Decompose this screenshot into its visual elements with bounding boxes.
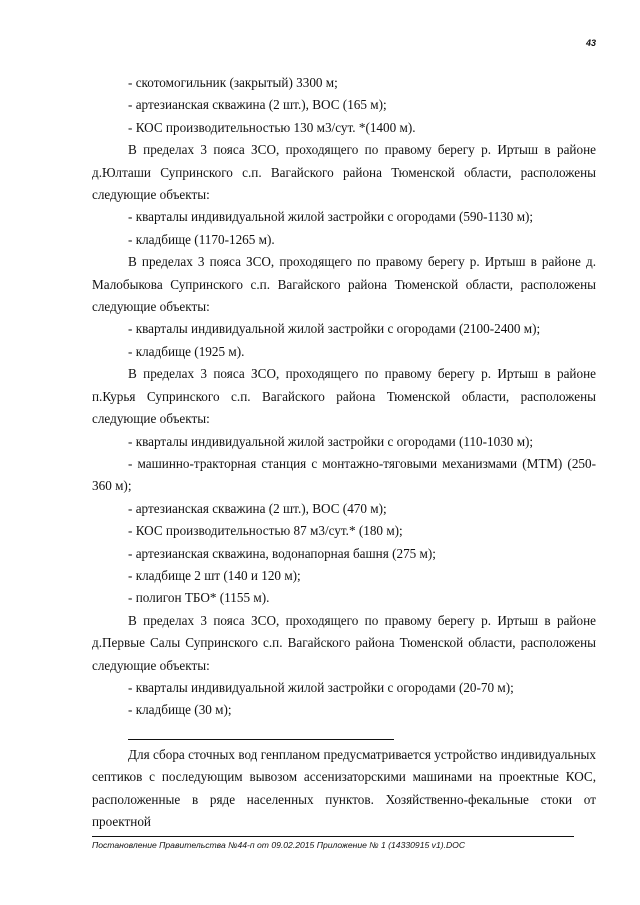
document-footer: Постановление Правительства №44-п от 09.02.2015 Приложение № 1 (14330915 v1).DOC: [92, 840, 466, 850]
list-item: - кварталы индивидуальной жилой застройки с огородами (590-1130 м);: [128, 209, 534, 225]
list-item: - кладбище (30 м);: [128, 702, 232, 718]
document-body: [92, 72, 596, 722]
paragraph: В пределах 3 пояса ЗСО, проходящего по правому берегу р. Иртыш в районе д. Малобыкова Супринского с.п. Вагайского района Тюменской области, расположены следующие объекты:: [92, 254, 596, 315]
paragraph: В пределах 3 пояса ЗСО, проходящего по правому берегу р. Иртыш в районе п.Курья Супринского с.п. Вагайского района Тюменской области, расположены следующие объекты:: [92, 366, 596, 427]
paragraph: В пределах 3 пояса ЗСО, проходящего по правому берегу р. Иртыш в районе д.Юлташи Супринского с.п. Вагайского района Тюменской области, расположены следующие объекты:: [92, 142, 596, 203]
list-item: - скотомогильник (закрытый) 3300 м;: [128, 75, 338, 90]
list-item: - кварталы индивидуальной жилой застройки с огородами (2100-2400 м);: [128, 321, 541, 337]
list-item: - кладбище (1925 м).: [128, 343, 245, 359]
list-item: - кладбище 2 шт (140 и 120 м);: [128, 567, 301, 583]
separator-line: [128, 739, 394, 740]
page-number: 43: [585, 38, 596, 48]
list-item: - артезианская скважина (2 шт.), ВОС (470 м);: [128, 500, 387, 516]
list-item: - полигон ТБО* (1155 м).: [128, 590, 270, 606]
list-item: - артезианская скважина (2 шт.), ВОС (165 м);: [128, 97, 387, 113]
footer-rule: [92, 836, 574, 837]
paragraph: - машинно-тракторная станция с монтажно-тяговыми механизмами (МТМ) (250-360 м);: [92, 455, 596, 494]
list-item: - кварталы индивидуальной жилой застройки с огородами (110-1030 м);: [128, 433, 534, 449]
paragraph-text: Для сбора сточных вод генпланом предусматривается устройство индивидуальных септиков с последующим вывозом ассенизаторскими машинами на проектные КОС, расположенные в ряде населенных пунктов. Хозяйственно-фекальные стоки от проектной: [92, 747, 596, 830]
list-item: - кварталы индивидуальной жилой застройки с огородами (20-70 м);: [128, 679, 514, 695]
list-item: - артезианская скважина, водонапорная башня (275 м);: [128, 545, 436, 561]
list-item: - КОС производительностью 87 м3/сут.* (180 м);: [128, 523, 403, 539]
list-item: - кладбище (1170-1265 м).: [128, 231, 275, 247]
paragraph: В пределах 3 пояса ЗСО, проходящего по правому берегу р. Иртыш в районе д.Первые Салы Супринского с.п. Вагайского района Тюменской области, расположены следующие объекты:: [92, 612, 596, 673]
list-item: - КОС производительностью 130 м3/сут. *(1400 м).: [128, 119, 416, 135]
continuation-paragraph: [92, 744, 596, 834]
